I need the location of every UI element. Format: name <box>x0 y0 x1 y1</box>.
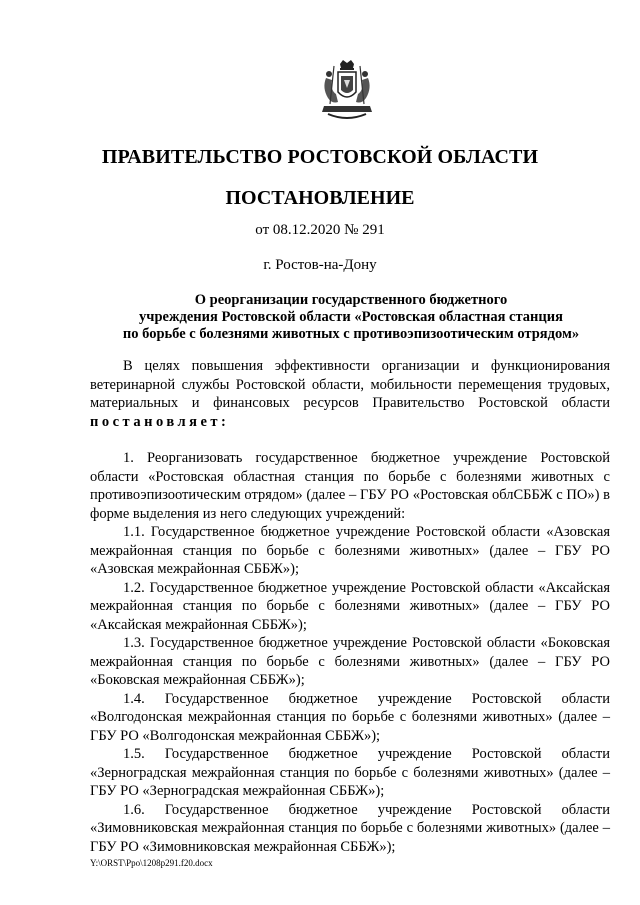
coat-of-arms-icon <box>318 58 376 124</box>
paragraph-1-2: 1.2. Государственное бюджетное учреждение Ростовской области «Аксайская межрайонная станция по борьбе с болезнями животных» (далее – ГБУ РО «Аксайская межрайонная СББЖ»); <box>90 579 610 633</box>
paragraph-1-3: 1.3. Государственное бюджетное учреждение Ростовской области «Боковская межрайонная станция по борьбе с болезнями животных» (далее – ГБУ РО «Боковская межрайонная СББЖ»); <box>90 635 610 688</box>
document-date-number: от 08.12.2020 № 291 <box>255 222 385 238</box>
document-type: ПОСТАНОВЛЕНИЕ <box>225 187 415 209</box>
footer-file-path: Y:\ORST\Ppo\1208p291.f20.docx <box>90 858 213 868</box>
government-name: ПРАВИТЕЛЬСТВО РОСТОВСКОЙ ОБЛАСТИ <box>101 146 539 168</box>
preamble-paragraph <box>90 357 610 431</box>
title-line-3: по борьбе с болезнями животных с противоэпизоотическим отрядом» <box>122 326 580 342</box>
paragraph-1-6: 1.6. Государственное бюджетное учреждение Ростовской области «Зимовниковская межрайонная станция по борьбе с болезнями животных» (далее – ГБУ РО «Зимовниковская межрайонная СББЖ»); <box>90 801 610 855</box>
preamble-text: В целях повышения эффективности организации и функционирования ветеринарной службы Ростовской области, мобильности перемещения трудовых, материальных и финансовых ресурсов Правительство Ростовской области <box>90 358 610 411</box>
paragraph-1-1: 1.1. Государственное бюджетное учреждение Ростовской области «Азовская межрайонная станция по борьбе с болезнями животных» (далее – ГБУ РО «Азовская межрайонная СББЖ»); <box>90 524 610 577</box>
title-line-2: учреждения Ростовской области «Ростовская областная станция <box>139 309 563 325</box>
document-city: г. Ростов-на-Дону <box>263 257 377 273</box>
document-title <box>90 292 612 343</box>
paragraph-1-4: 1.4. Государственное бюджетное учреждение Ростовской области «Волгодонская межрайонная станция по борьбе с болезнями животных» (далее – ГБУ РО «Волгодонская межрайонная СББЖ»); <box>90 690 610 744</box>
paragraph-1-5: 1.5. Государственное бюджетное учреждение Ростовской области «Зерноградская межрайонная станция по борьбе с болезнями животных» (далее – ГБУ РО «Зерноградская межрайонная СББЖ»); <box>90 746 610 799</box>
document-body <box>90 357 610 856</box>
title-line-1: О реорганизации государственного бюджетного <box>194 292 508 308</box>
paragraph-1: 1. Реорганизовать государственное бюджетное учреждение Ростовской области «Ростовская областная станция по борьбе с болезнями животных с противоэпизоотическим отрядом» (далее – ГБУ РО «Ростовская облСББЖ с ПО») в форме выделения из него следующих учреждений: <box>90 450 610 522</box>
preamble-keyword: постановляет: <box>90 413 230 430</box>
